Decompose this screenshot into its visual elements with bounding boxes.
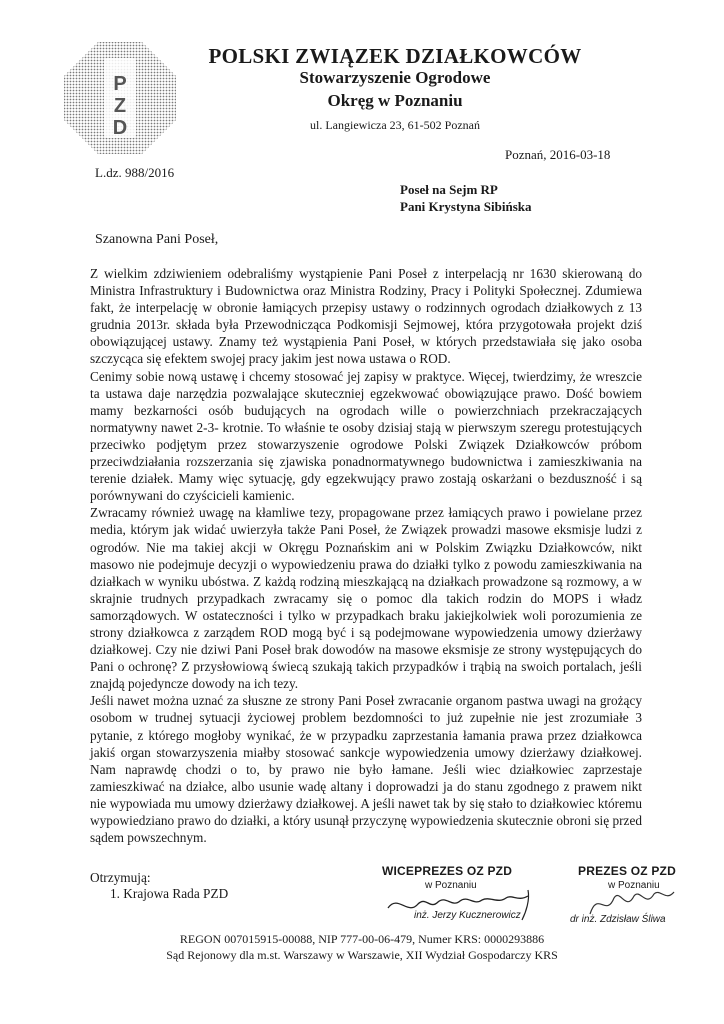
org-type: Stowarzyszenie Ogrodowe: [299, 68, 491, 87]
org-address: ul. Langiewicza 23, 61-502 Poznań: [310, 118, 480, 132]
paragraph: Cenimy sobie nową ustawę i chcemy stosować jej zapisy w praktyce. Więcej, twierdzimy, że wreszcie ta ustawa daje narzędzia pozwalające skuteczniej egzekwować obowiązujące prawo. Dość bowiem mamy bezkarności osób budujących na ogrodach wille o powierzchniach przekraczających normatywny nawet 2-3- krotnie. To właśnie te osoby dzisiaj stają w pierwszym szeregu protestujących przeciwko podjętym przez stowarzyszenie ogrodowe Polski Związek Działkowców próbom przeciwdziałania rozszerzania się zjawiska ponadnormatywnego budownictwa i zamieszkiwania na terenie działek. Mamy więc sytuację, gdy egzekwujący prawo zostają oskarżani o bezduszność i są porównywani do czyścicieli kamienic.: [90, 368, 642, 504]
stamp-title: PREZES OZ PZD: [578, 864, 676, 878]
paragraph: Z wielkim zdziwieniem odebraliśmy wystąpienie Pani Poseł z interpelacją nr 1630 skierowaną do Ministra Infrastruktury i Budownictwa oraz Ministra Rodziny, Pracy i Polityki Społecznej. Zdumiewa fakt, że interpelację w obronie łamiących przepisy ustawy o rodzinnych ogrodach działkowych z 13 grudnia 2013r. składa była Przewodnicząca Podkomisji Sejmowej, która przygotowała projekt dziś obowiązującej ustawy. Znamy też wystąpienia Pani Poseł, w których przedstawiała się jako osoba szczycąca się efektem swojej pracy jakim jest nowa ustawa o ROD.: [90, 266, 642, 367]
pzd-logo-icon: [60, 38, 180, 158]
svg-text:D: D: [112, 117, 128, 139]
svg-text:Z: Z: [113, 95, 127, 117]
salutation: Szanowna Pani Poseł,: [95, 232, 219, 247]
svg-text:P: P: [113, 73, 127, 95]
footer-registration: REGON 007015915-00088, NIP 777-00-06-479, Numer KRS: 0000293886: [179, 932, 545, 946]
recipient-name: Pani Krystyna Sibińska: [400, 199, 532, 214]
stamp-location: w Poznaniu: [608, 880, 660, 891]
recipient-title: Poseł na Sejm RP: [400, 182, 498, 197]
reference-number: L.dz. 988/2016: [95, 165, 175, 180]
district-name: Okręg w Poznaniu: [327, 91, 463, 110]
signatory-name: dr inż. Zdzisław Śliwa: [570, 914, 666, 925]
org-name: POLSKI ZWIĄZEK DZIAŁKOWCÓW: [208, 44, 582, 68]
stamp-location: w Poznaniu: [425, 880, 477, 891]
paragraph: Zwracamy również uwagę na kłamliwe tezy, propagowane przez łamiących prawo i powielane przez media, którym jak widać uwierzyła także Pani Poseł, że Związek prowadzi masowe eksmisje ludzi z ogrodów. Nie ma takiej akcji w Okręgu Poznańskim ani w Polskim Związku Działkowców, nikt masowo nie podejmuje decyzji o wypowiedzeniu prawa do działki tylko z powodu zamieszkiwania na działkach w wyniku ubóstwa. Z każdą rodziną mieszkającą na działkach prowadzone są rozmowy, a w skrajnie trudnych przypadkach zwracamy się o pomoc dla takich rodzin do MOPS i władz samorządowych. W ostateczności i tylko w przypadkach braku jakiejkolwiek woli porozumienia ze strony działkowca z zarządem ROD mogą być i są podejmowane wypowiedzenia umowy dzierżawy działkowej. Czy nie dziwi Pani Poseł brak dowodów na masowe eksmisje ze strony występujących do Pani o ochronę? Z przysłowiową świecą szukają takich przypadków i trąbią na swoich portalach, jeśli znajdą pojedyncze dowody na ich tezy.: [90, 505, 642, 692]
footer-court: Sąd Rejonowy dla m.st. Warszawy w Warszawie, XII Wydział Gospodarczy KRS: [166, 948, 558, 962]
paragraph: Jeśli nawet można uznać za słuszne ze strony Pani Poseł zwracanie organom pastwa uwagi na grożący osobom w trudnej sytuacji życiowej problem bezdomności to już zupełnie nie jest zrozumiałe 3 pytanie, z którego mogłoby wynikać, że w przypadku zaprzestania łamania prawa przez działkowca jakiś organ stowarzyszenia miałby stosować sankcje wypowiedzenia umowy dzierżawy działkowej. Nam naprawdę chodzi o to, by prawo nie było łamane. Jeśli wiec działkowiec zaprzestaje zamieszkiwać na działce, albo usunie wadę altany i doprowadzi ja do stanu zgodnego z prawem nikt nie wypowiada mu umowy dzierżawy działkowej. A jeśli nawet tak by się stało to działkowiec któremu wypowiedziano prawo do działki, a który usunął przyczynę wypowiedzenia skutecznie obroni się przed sądem powszechnym.: [90, 693, 643, 846]
signatory-name: inż. Jerzy Kucznerowicz: [414, 910, 521, 921]
recipients-heading: Otrzymują:: [90, 870, 151, 885]
letter-date: Poznań, 2016-03-18: [505, 147, 611, 162]
signature-stamp-vice-president: [370, 860, 540, 940]
stamp-title: WICEPREZES OZ PZD: [382, 864, 513, 878]
recipients-list-item: 1. Krajowa Rada PZD: [110, 886, 229, 901]
letter-body: [90, 265, 642, 846]
